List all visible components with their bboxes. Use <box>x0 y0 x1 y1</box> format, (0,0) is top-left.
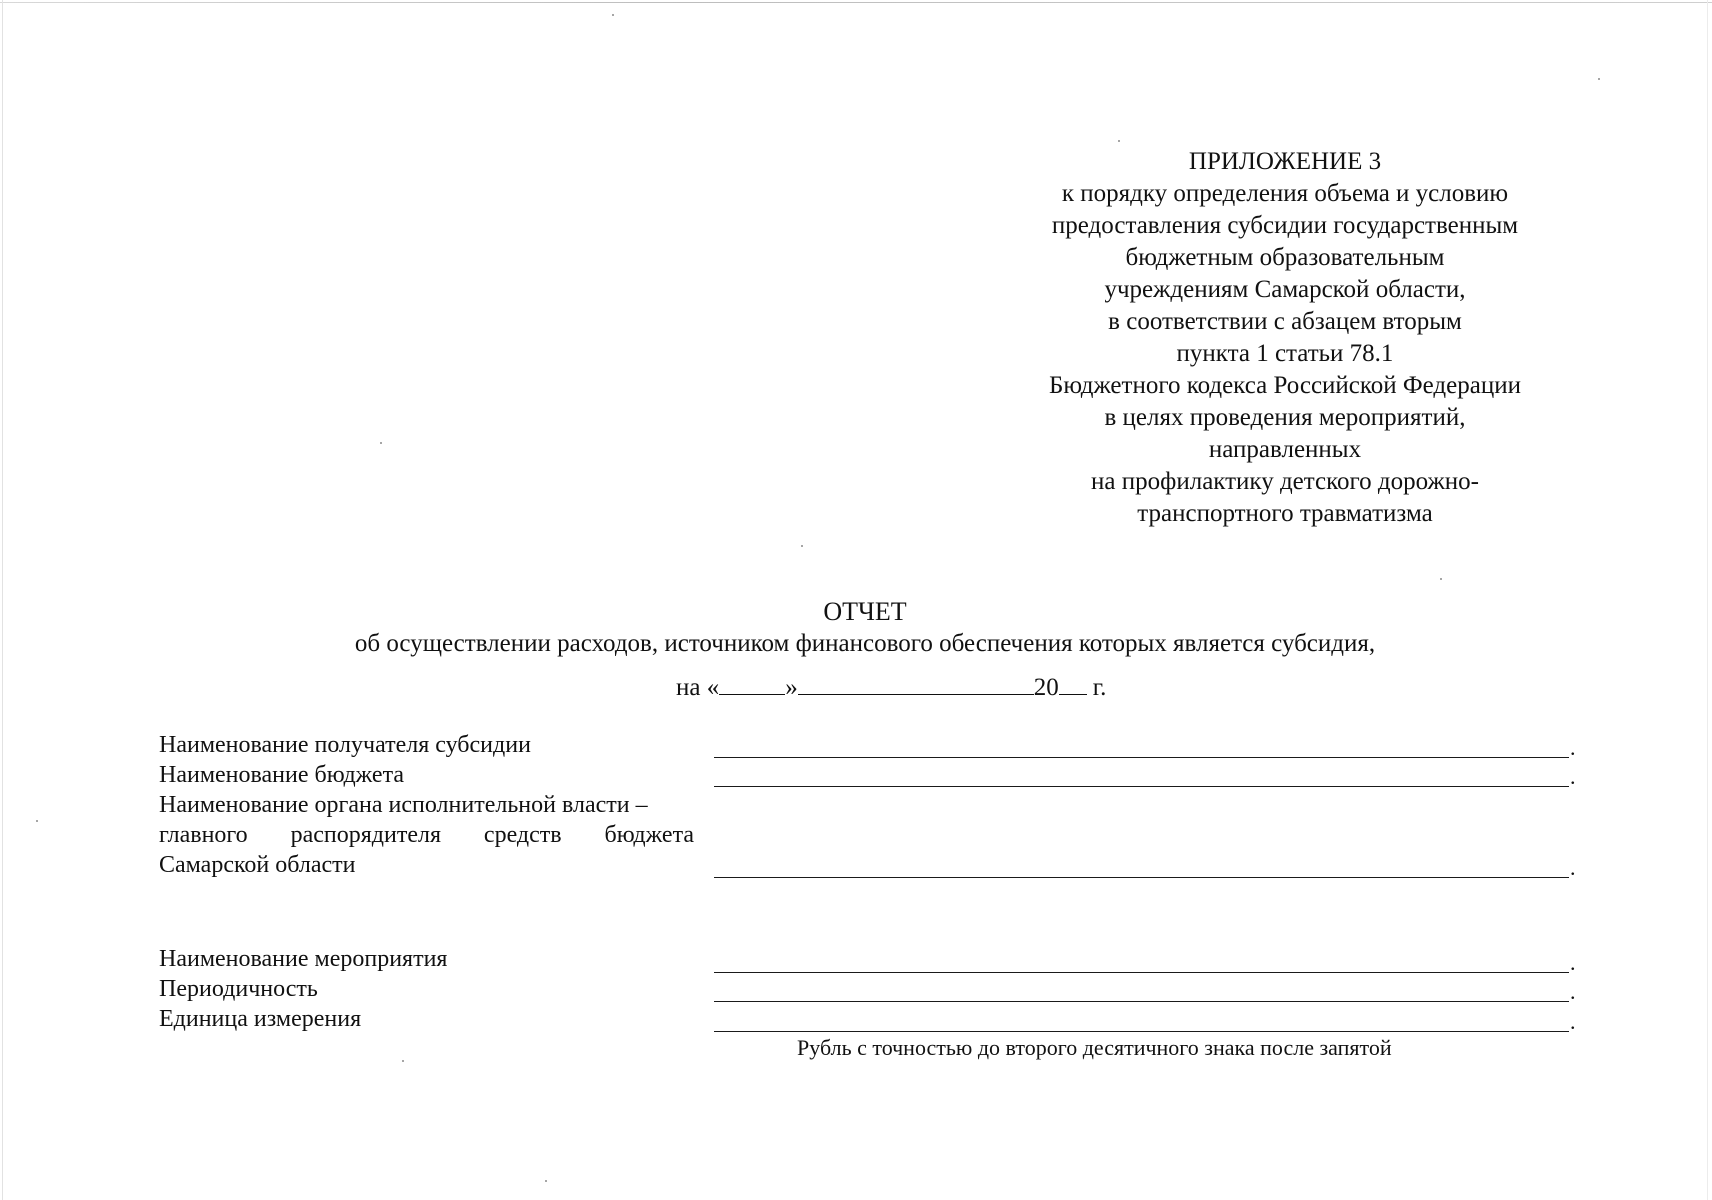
budget-field-end: . <box>1570 764 1576 789</box>
unit-label: Единица измерения <box>159 1006 362 1032</box>
recipient-field-end: . <box>1570 735 1576 760</box>
date-suffix: г. <box>1092 674 1107 701</box>
date-mid: » <box>785 674 798 701</box>
event-field-end: . <box>1570 950 1576 975</box>
scan-speck <box>1598 78 1600 80</box>
scan-speck <box>1118 140 1120 142</box>
authority-field[interactable] <box>714 877 1569 878</box>
appendix-line: Бюджетного кодекса Российской Федерации <box>1049 372 1521 399</box>
month-blank[interactable] <box>798 672 1034 695</box>
scan-edge-top <box>0 2 1712 3</box>
periodicity-field[interactable] <box>714 1001 1569 1002</box>
year-prefix: 20 <box>1033 674 1059 701</box>
budget-field[interactable] <box>714 786 1569 787</box>
appendix-line: бюджетным образовательным <box>1125 244 1445 271</box>
scan-speck <box>545 1180 547 1182</box>
recipient-field[interactable] <box>714 757 1569 758</box>
scan-speck <box>402 1060 404 1062</box>
date-prefix: на « <box>676 674 720 701</box>
periodicity-field-end: . <box>1570 979 1576 1004</box>
recipient-label: Наименование получателя субсидии <box>159 732 531 758</box>
scan-speck <box>36 820 38 822</box>
appendix-line: к порядку определения объема и условию <box>1061 180 1509 207</box>
report-title: ОТЧЕТ <box>823 597 907 626</box>
budget-label: Наименование бюджета <box>159 762 405 788</box>
appendix-line: учреждениям Самарской области, <box>1104 276 1466 303</box>
event-field[interactable] <box>714 972 1569 973</box>
report-subtitle: об осуществлении расходов, источником финансового обеспечения которых является субсидия, <box>354 630 1376 657</box>
authority-label-line3: Самарской области <box>159 852 356 878</box>
scan-speck <box>380 442 382 444</box>
event-label: Наименование мероприятия <box>159 946 448 972</box>
unit-field[interactable] <box>714 1031 1569 1032</box>
day-blank[interactable] <box>719 672 785 695</box>
appendix-title: ПРИЛОЖЕНИЕ 3 <box>1188 148 1382 175</box>
appendix-line: предоставления субсидии государственным <box>1051 212 1519 239</box>
appendix-line: на профилактику детского дорожно- <box>1091 468 1479 495</box>
unit-field-note: Рубль с точностью до второго десятичного знака после запятой <box>797 1035 1392 1060</box>
authority-label-line1: Наименование органа исполнительной власти – <box>159 792 648 818</box>
report-date-line <box>676 672 1106 702</box>
authority-label-line2: главного распорядителя средств бюджета <box>159 822 694 848</box>
year-blank[interactable] <box>1059 672 1087 695</box>
unit-field-end: . <box>1570 1009 1576 1034</box>
periodicity-label: Периодичность <box>159 976 318 1002</box>
scan-speck <box>612 14 614 16</box>
authority-field-end: . <box>1570 855 1576 880</box>
appendix-line: транспортного травматизма <box>1137 500 1433 527</box>
appendix-line: пункта 1 статьи 78.1 <box>1176 340 1394 367</box>
appendix-header <box>990 146 1580 530</box>
appendix-line: в целях проведения мероприятий, <box>1104 404 1466 431</box>
appendix-line: в соответствии с абзацем вторым <box>1108 308 1462 335</box>
scan-speck <box>801 545 803 547</box>
appendix-line: направленных <box>1208 436 1362 463</box>
scan-speck <box>1440 578 1442 580</box>
